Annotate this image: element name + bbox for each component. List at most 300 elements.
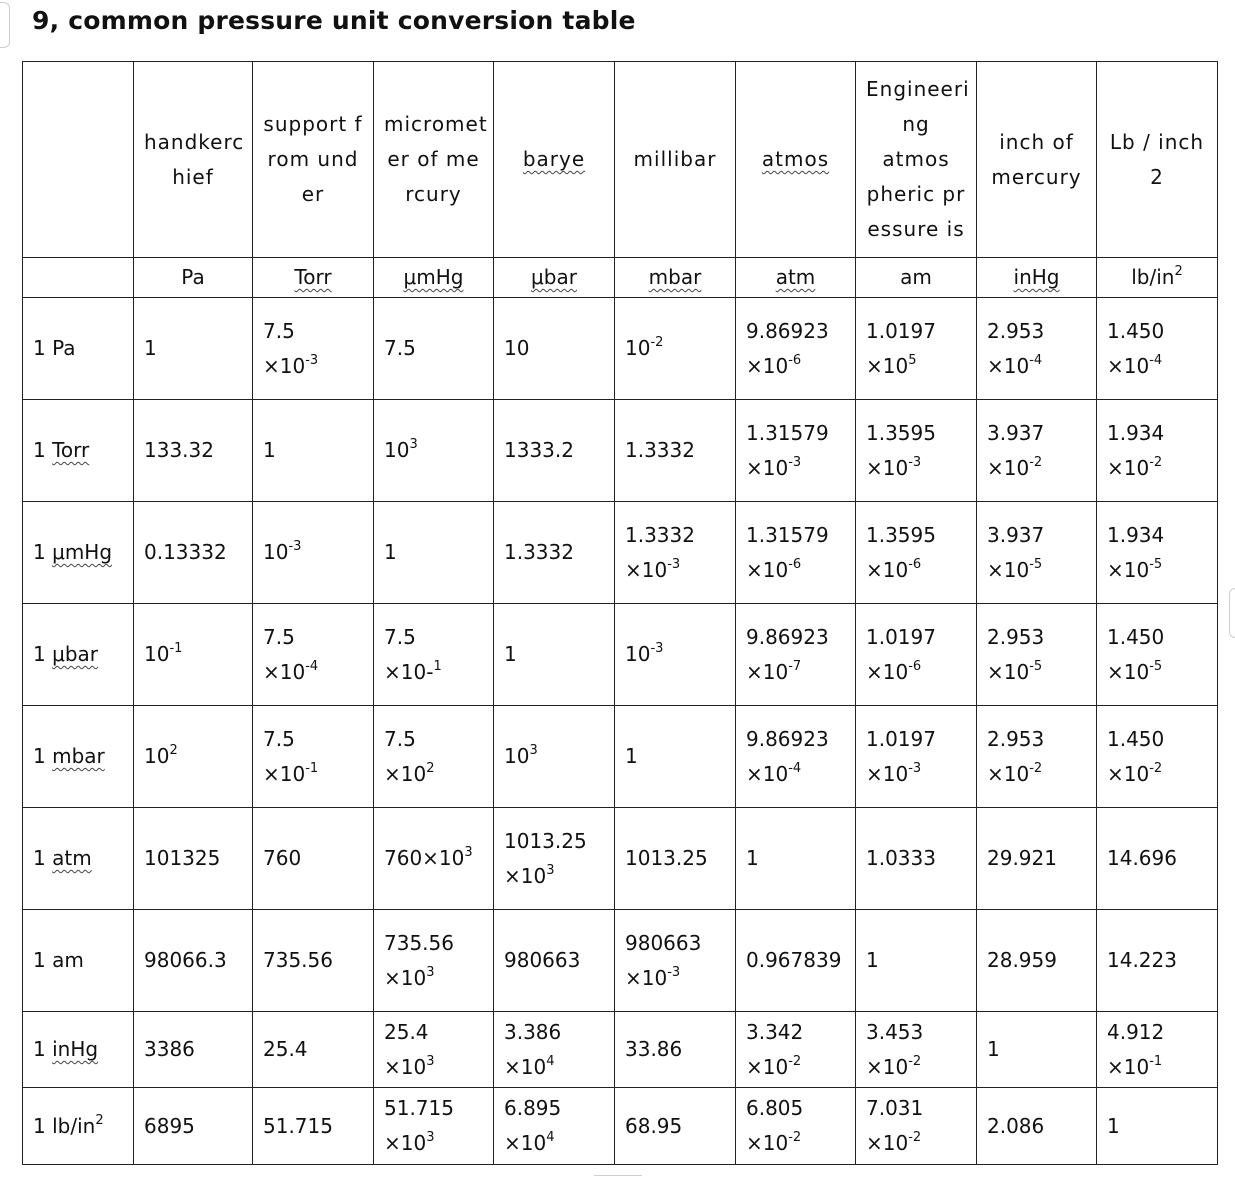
value-exponent: -2 <box>1149 760 1163 776</box>
value-line <box>1107 943 1207 978</box>
value-base: ×10 <box>866 557 909 582</box>
value-base: 1.0197 <box>866 318 936 343</box>
value-line <box>625 926 725 961</box>
value-cell <box>977 1012 1097 1088</box>
value-line <box>144 1109 242 1144</box>
value-cell <box>374 706 494 808</box>
value-line <box>144 943 242 978</box>
row-label-count: 1 <box>33 1037 53 1061</box>
value-line <box>504 433 604 468</box>
value-cell <box>374 400 494 502</box>
value-base: 735.56 <box>263 948 333 972</box>
value-line <box>866 518 966 553</box>
value-base: 7.5 <box>384 336 416 360</box>
table-row <box>23 400 1218 502</box>
unit-label: am <box>900 265 932 289</box>
value-base: 760 <box>263 846 302 870</box>
value-base: 4.912 <box>1107 1019 1165 1044</box>
value-cell <box>134 910 253 1012</box>
value-base: ×10 <box>504 1054 547 1079</box>
value-exponent: 1 <box>433 658 442 674</box>
value-exponent: -5 <box>1149 658 1163 674</box>
value-base: 1.934 <box>1107 522 1165 547</box>
value-cell <box>977 808 1097 910</box>
value-base: 1 <box>987 1037 1000 1061</box>
value-line <box>384 535 483 570</box>
value-base: 1.3595 <box>866 420 936 445</box>
value-base: 0.13332 <box>144 540 227 564</box>
value-base: 1.31579 <box>746 522 829 547</box>
value-cell <box>134 1088 253 1165</box>
value-base: 1.0333 <box>866 846 936 870</box>
column-name-line: Lb / inch <box>1109 129 1205 154</box>
value-cell <box>977 298 1097 400</box>
value-base: ×10 <box>987 761 1030 786</box>
value-base: 1.934 <box>1107 420 1165 445</box>
value-base: ×10 <box>987 455 1030 480</box>
value-line <box>746 620 845 655</box>
column-name-line: inch of <box>999 129 1074 154</box>
value-line <box>746 451 845 486</box>
value-base: ×10 <box>746 1131 789 1155</box>
column-name-line: rcury <box>405 182 462 206</box>
value-cell <box>374 808 494 910</box>
value-cell <box>494 502 615 604</box>
value-exponent: -2 <box>1029 454 1043 470</box>
value-base: ×10 <box>746 1054 789 1079</box>
value-base: 9.86923 <box>746 726 829 751</box>
value-line <box>504 331 604 366</box>
value-base: 7.5 <box>263 318 295 343</box>
value-base: ×10 <box>384 1054 427 1079</box>
value-cell <box>253 706 374 808</box>
value-base: 25.4 <box>384 1019 429 1044</box>
value-base: 1.3332 <box>625 522 695 547</box>
value-exponent: 3 <box>529 743 538 758</box>
value-base: ×10 <box>987 557 1030 582</box>
value-line <box>866 943 966 978</box>
value-base: 1 <box>504 642 517 666</box>
value-exponent: -3 <box>650 641 664 656</box>
value-base: 1.3332 <box>625 438 695 462</box>
value-cell <box>736 1012 856 1088</box>
value-base: 1.3332 <box>504 540 574 564</box>
value-cell <box>615 706 736 808</box>
column-name-line: millibar <box>633 147 717 171</box>
value-base: ×10 <box>987 659 1030 684</box>
value-line <box>625 553 725 588</box>
row-label-unit: Torr <box>52 438 90 462</box>
value-line <box>144 331 242 366</box>
value-base: ×10 <box>1107 557 1150 582</box>
value-line <box>504 1015 604 1050</box>
value-line <box>263 433 363 468</box>
value-cell <box>374 1012 494 1088</box>
column-name-line: essure is <box>867 217 965 241</box>
value-exponent: -6 <box>908 556 922 572</box>
value-line <box>866 722 966 757</box>
value-line <box>384 655 483 690</box>
value-line <box>746 943 845 978</box>
value-line <box>263 535 363 570</box>
value-cell <box>615 1012 736 1088</box>
value-line <box>746 1091 845 1126</box>
value-exponent: -2 <box>650 335 664 350</box>
value-cell <box>253 1088 374 1165</box>
value-base: 7.031 <box>866 1096 924 1120</box>
value-line <box>866 451 966 486</box>
column-name-header <box>736 62 856 258</box>
table-row <box>23 1012 1218 1088</box>
value-cell <box>253 502 374 604</box>
value-base: ×10 <box>384 1131 427 1155</box>
value-base: 1 <box>866 948 879 972</box>
value-cell <box>494 706 615 808</box>
value-line <box>504 1050 604 1085</box>
value-line <box>263 1032 363 1067</box>
value-line <box>263 655 363 690</box>
value-exponent: 2 <box>426 760 435 776</box>
value-cell <box>253 604 374 706</box>
value-line <box>746 349 845 384</box>
value-line <box>384 961 483 996</box>
value-cell <box>736 400 856 502</box>
value-base: ×10 <box>746 455 789 480</box>
value-line <box>987 943 1086 978</box>
value-base: ×10 <box>746 557 789 582</box>
value-line <box>384 433 483 468</box>
row-label-count: 1 <box>33 336 53 360</box>
value-line <box>746 518 845 553</box>
value-cell <box>977 1088 1097 1165</box>
table-row <box>23 1088 1218 1165</box>
row-label-unit: mbar <box>52 744 105 768</box>
value-base: 10 <box>504 744 530 768</box>
value-cell <box>1097 910 1218 1012</box>
value-cell <box>134 502 253 604</box>
value-base: 98066.3 <box>144 948 227 972</box>
column-name-line: barye <box>522 147 586 171</box>
value-line <box>1107 1015 1207 1050</box>
value-line <box>987 451 1086 486</box>
unit-header <box>494 258 615 298</box>
row-label <box>23 808 134 910</box>
column-name-header <box>977 62 1097 258</box>
value-exponent: -2 <box>908 1053 922 1069</box>
value-line <box>504 637 604 672</box>
value-line <box>866 757 966 792</box>
value-line <box>1107 620 1207 655</box>
value-line <box>987 553 1086 588</box>
value-base: 6.805 <box>746 1096 804 1120</box>
value-cell <box>253 298 374 400</box>
value-exponent: 3 <box>426 1053 435 1069</box>
row-label-unit: atm <box>52 846 92 870</box>
row-label-count: 1 <box>33 744 53 768</box>
value-line <box>504 535 604 570</box>
value-base: ×10 <box>746 761 789 786</box>
value-line <box>1107 416 1207 451</box>
value-exponent: -7 <box>788 658 802 674</box>
value-line <box>504 1126 604 1161</box>
column-name-line: support f <box>263 112 363 136</box>
value-cell <box>615 400 736 502</box>
value-base: 3.386 <box>504 1019 562 1044</box>
value-exponent: -3 <box>908 760 922 776</box>
value-base: 2.953 <box>987 318 1045 343</box>
value-exponent: -4 <box>305 658 319 674</box>
value-base: 7.5 <box>263 624 295 649</box>
value-line <box>866 314 966 349</box>
value-base: 1 <box>1107 1113 1120 1138</box>
value-base: 10 <box>144 744 170 768</box>
value-line <box>746 314 845 349</box>
value-cell <box>736 706 856 808</box>
value-base: 3.937 <box>987 420 1045 445</box>
value-line <box>1107 518 1207 553</box>
value-line <box>746 553 845 588</box>
column-name-line: hief <box>172 164 214 189</box>
value-line <box>625 1109 725 1144</box>
value-exponent: -3 <box>305 352 319 368</box>
value-base: ×10 <box>1107 1054 1150 1079</box>
value-line <box>866 655 966 690</box>
value-cell <box>1097 706 1218 808</box>
value-cell <box>615 502 736 604</box>
value-cell <box>1097 298 1218 400</box>
value-base: 51.715 <box>263 1113 333 1138</box>
value-base: ×10 <box>384 965 427 990</box>
value-line <box>144 535 242 570</box>
value-cell <box>615 910 736 1012</box>
value-line <box>1107 553 1207 588</box>
value-base: ×10 <box>384 761 427 786</box>
value-base: 1013.25 <box>625 846 708 870</box>
value-line <box>384 757 483 792</box>
value-line <box>625 1032 725 1067</box>
row-label <box>23 910 134 1012</box>
value-line <box>384 331 483 366</box>
value-cell <box>615 1088 736 1165</box>
conversion-table <box>22 61 1218 1165</box>
value-line <box>263 757 363 792</box>
value-base: 2.953 <box>987 624 1045 649</box>
value-base: ×10 <box>866 353 909 378</box>
value-base: 1.31579 <box>746 420 829 445</box>
value-cell <box>977 502 1097 604</box>
value-base: 735.56 <box>384 930 454 955</box>
value-line <box>263 620 363 655</box>
column-name-line: rom und <box>267 147 359 171</box>
value-line <box>866 1050 966 1085</box>
value-base: ×10 <box>1107 455 1150 480</box>
column-name-line: Engineeri <box>866 77 970 101</box>
value-line <box>1107 655 1207 690</box>
value-cell <box>134 298 253 400</box>
value-base: 2.953 <box>987 726 1045 751</box>
value-line <box>746 1126 845 1161</box>
unit-header <box>736 258 856 298</box>
value-line <box>384 926 483 961</box>
value-base: 9.86923 <box>746 318 829 343</box>
value-cell <box>856 298 977 400</box>
value-line <box>866 1015 966 1050</box>
value-base: ×10 <box>746 353 789 378</box>
value-line <box>746 416 845 451</box>
value-cell <box>1097 400 1218 502</box>
value-base: 25.4 <box>263 1037 308 1061</box>
value-line <box>866 349 966 384</box>
value-cell <box>736 604 856 706</box>
value-line <box>384 1126 483 1161</box>
value-base: 68.95 <box>625 1113 683 1138</box>
value-cell <box>494 604 615 706</box>
value-base: ×10 <box>866 761 909 786</box>
column-name-header <box>615 62 736 258</box>
unit-label: mbar <box>648 265 702 289</box>
value-cell <box>615 604 736 706</box>
value-cell <box>736 808 856 910</box>
column-name-header <box>856 62 977 258</box>
value-exponent: -3 <box>908 454 922 470</box>
value-base: ×10 <box>263 659 306 684</box>
value-base: 10 <box>625 336 651 360</box>
value-cell <box>374 1088 494 1165</box>
row-label-count: 1 <box>33 846 53 870</box>
row-label <box>23 1088 134 1165</box>
value-base: 1.450 <box>1107 726 1165 751</box>
value-cell <box>856 1088 977 1165</box>
value-line <box>866 841 966 876</box>
value-base: 1.450 <box>1107 624 1165 649</box>
unit-label: Pa <box>181 265 205 289</box>
value-cell <box>494 1012 615 1088</box>
unit-label: Torr <box>294 265 332 289</box>
value-line <box>144 739 242 774</box>
value-exponent: -2 <box>788 1130 802 1145</box>
value-base: ×10 <box>1107 353 1150 378</box>
value-base: 14.696 <box>1107 846 1177 870</box>
value-base: 28.959 <box>987 948 1057 972</box>
value-line <box>384 841 483 876</box>
bottom-page-marker <box>594 1175 642 1179</box>
value-base: 3.453 <box>866 1019 924 1044</box>
page-title: 9, common pressure unit conversion table <box>32 6 636 35</box>
value-base: 9.86923 <box>746 624 829 649</box>
value-line <box>263 349 363 384</box>
row-label-superscript: 2 <box>95 1112 104 1128</box>
corner-cell <box>23 62 134 258</box>
value-line <box>987 1032 1086 1067</box>
value-line <box>746 722 845 757</box>
unit-header <box>856 258 977 298</box>
value-exponent: -6 <box>788 352 802 368</box>
value-base: 1.0197 <box>866 624 936 649</box>
column-name-header <box>374 62 494 258</box>
value-line <box>1107 1109 1207 1144</box>
value-exponent: -5 <box>1149 556 1163 572</box>
value-exponent: 3 <box>546 862 555 878</box>
value-cell <box>856 1012 977 1088</box>
value-base: 101325 <box>144 846 221 870</box>
value-line <box>384 722 483 757</box>
value-base: 7.5 <box>263 726 295 751</box>
value-exponent: -3 <box>788 454 802 470</box>
unit-label: lb/in <box>1131 265 1175 289</box>
value-line <box>504 859 604 894</box>
value-cell <box>856 502 977 604</box>
value-base: ×10 <box>866 659 909 684</box>
value-line <box>625 637 725 672</box>
row-label <box>23 604 134 706</box>
row-label-count: 1 <box>33 438 53 462</box>
value-base: ×10 <box>625 557 668 582</box>
value-base: 29.921 <box>987 846 1057 870</box>
value-cell <box>856 706 977 808</box>
value-cell <box>977 604 1097 706</box>
value-base: ×10 <box>263 353 306 378</box>
value-line <box>1107 841 1207 876</box>
value-line <box>866 553 966 588</box>
column-name-line: ng atmos <box>882 112 950 171</box>
value-cell <box>1097 808 1218 910</box>
value-line <box>987 655 1086 690</box>
value-cell <box>977 706 1097 808</box>
value-base: 10 <box>504 336 530 360</box>
value-exponent: -3 <box>667 964 681 980</box>
value-line <box>866 1091 966 1126</box>
value-base: 14.223 <box>1107 948 1177 972</box>
value-line <box>866 620 966 655</box>
row-label-unit: μbar <box>52 642 98 666</box>
row-label <box>23 1012 134 1088</box>
table-row <box>23 808 1218 910</box>
value-exponent: 4 <box>546 1053 555 1069</box>
value-cell <box>736 1088 856 1165</box>
value-line <box>746 1015 845 1050</box>
value-line <box>625 518 725 553</box>
units-corner-cell <box>23 258 134 298</box>
column-name-line: er of me <box>387 147 480 171</box>
value-base: ×10 <box>504 863 547 888</box>
header-row-names <box>23 62 1218 258</box>
value-cell <box>494 400 615 502</box>
value-exponent: -4 <box>788 760 802 776</box>
value-line <box>1107 349 1207 384</box>
value-line <box>504 739 604 774</box>
value-cell <box>494 298 615 400</box>
value-line <box>987 314 1086 349</box>
value-cell <box>856 400 977 502</box>
value-exponent: -2 <box>1149 454 1163 470</box>
value-line <box>866 416 966 451</box>
value-line <box>1107 1050 1207 1085</box>
value-base: 980663 <box>504 948 581 972</box>
table-row <box>23 604 1218 706</box>
value-line <box>625 841 725 876</box>
value-line <box>144 1032 242 1067</box>
value-cell <box>374 910 494 1012</box>
right-scroll-handle[interactable] <box>1229 588 1235 638</box>
value-base: 133.32 <box>144 438 214 462</box>
column-name-line: micromet <box>384 112 488 136</box>
unit-label: inHg <box>1013 265 1060 289</box>
unit-header <box>374 258 494 298</box>
row-label-unit: μmHg <box>52 540 113 564</box>
value-base: 3.342 <box>746 1019 804 1044</box>
value-cell <box>134 706 253 808</box>
value-cell <box>1097 1088 1218 1165</box>
